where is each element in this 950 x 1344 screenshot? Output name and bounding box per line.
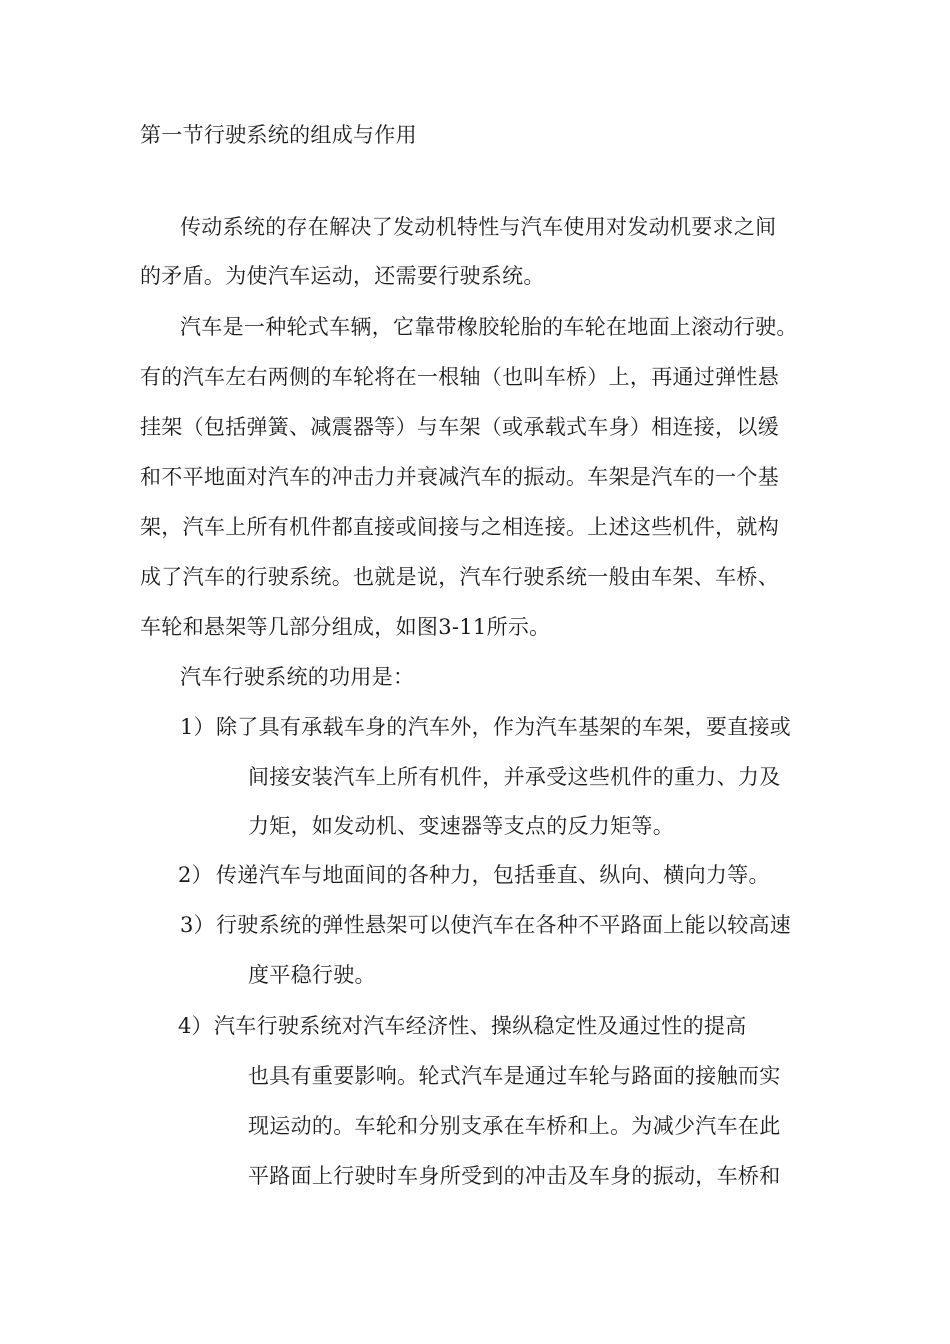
list-item-line: 度平稳行驶。 [248,963,376,987]
list-item-line: 行驶系统的弹性悬架可以使汽车在各种不平路面上能以较高速 [216,913,792,937]
functions-intro: 汽车行驶系统的功用是： [180,665,415,689]
paragraph-line: 汽车是一种轮式车辆，它靠带橡胶轮胎的车轮在地面上滚动行驶。 [180,315,798,339]
paragraph-line: 传动系统的存在解决了发动机特性与汽车使用对发动机要求之间 [180,215,777,239]
list-item-number: 4） [178,1014,213,1038]
list-item-line: 现运动的。车轮和分别支承在车桥和上。为减少汽车在此 [248,1114,781,1138]
list-item-line: 也具有重要影响。轮式汽车是通过车轮与路面的接触而实 [248,1064,781,1088]
list-item-line: 汽车行驶系统对汽车经济性、操纵稳定性及通过性的提高 [214,1014,747,1038]
paragraph-line: 有的汽车左右两侧的车轮将在一根轴（也叫车桥）上，再通过弹性悬 [140,365,779,389]
paragraph-line: 成了汽车的行驶系统。也就是说，汽车行驶系统一般由车架、车桥、 [140,565,779,589]
list-item-number: 1） [180,715,215,739]
list-item-line: 平路面上行驶时车身所受到的冲击及车身的振动，车桥和 [248,1164,781,1188]
list-item-line: 间接安装汽车上所有机件，并承受这些机件的重力、力及 [248,765,781,789]
paragraph-line: 车轮和悬架等几部分组成，如图3-11所示。 [140,615,551,639]
paragraph-line: 和不平地面对汽车的冲击力并衰减汽车的振动。车架是汽车的一个基 [140,465,779,489]
list-item-line: 传递汽车与地面间的各种力，包括垂直、纵向、横向力等。 [216,863,770,887]
section-title: 第一节行驶系统的组成与作用 [140,123,417,147]
paragraph-line: 挂架（包括弹簧、减震器等）与车架（或承载式车身）相连接，以缓 [140,415,779,439]
paragraph-line: 的矛盾。为使汽车运动，还需要行驶系统。 [140,264,545,288]
list-item-number: 3） [180,913,215,937]
paragraph-line: 架，汽车上所有机件都直接或间接与之相连接。上述这些机件，就构 [140,515,779,539]
list-item-number: 2） [178,863,213,887]
list-item-line: 力矩，如发动机、变速器等支点的反力矩等。 [248,814,674,838]
list-item-line: 除了具有承载车身的汽车外，作为汽车基架的车架，要直接或 [216,715,792,739]
